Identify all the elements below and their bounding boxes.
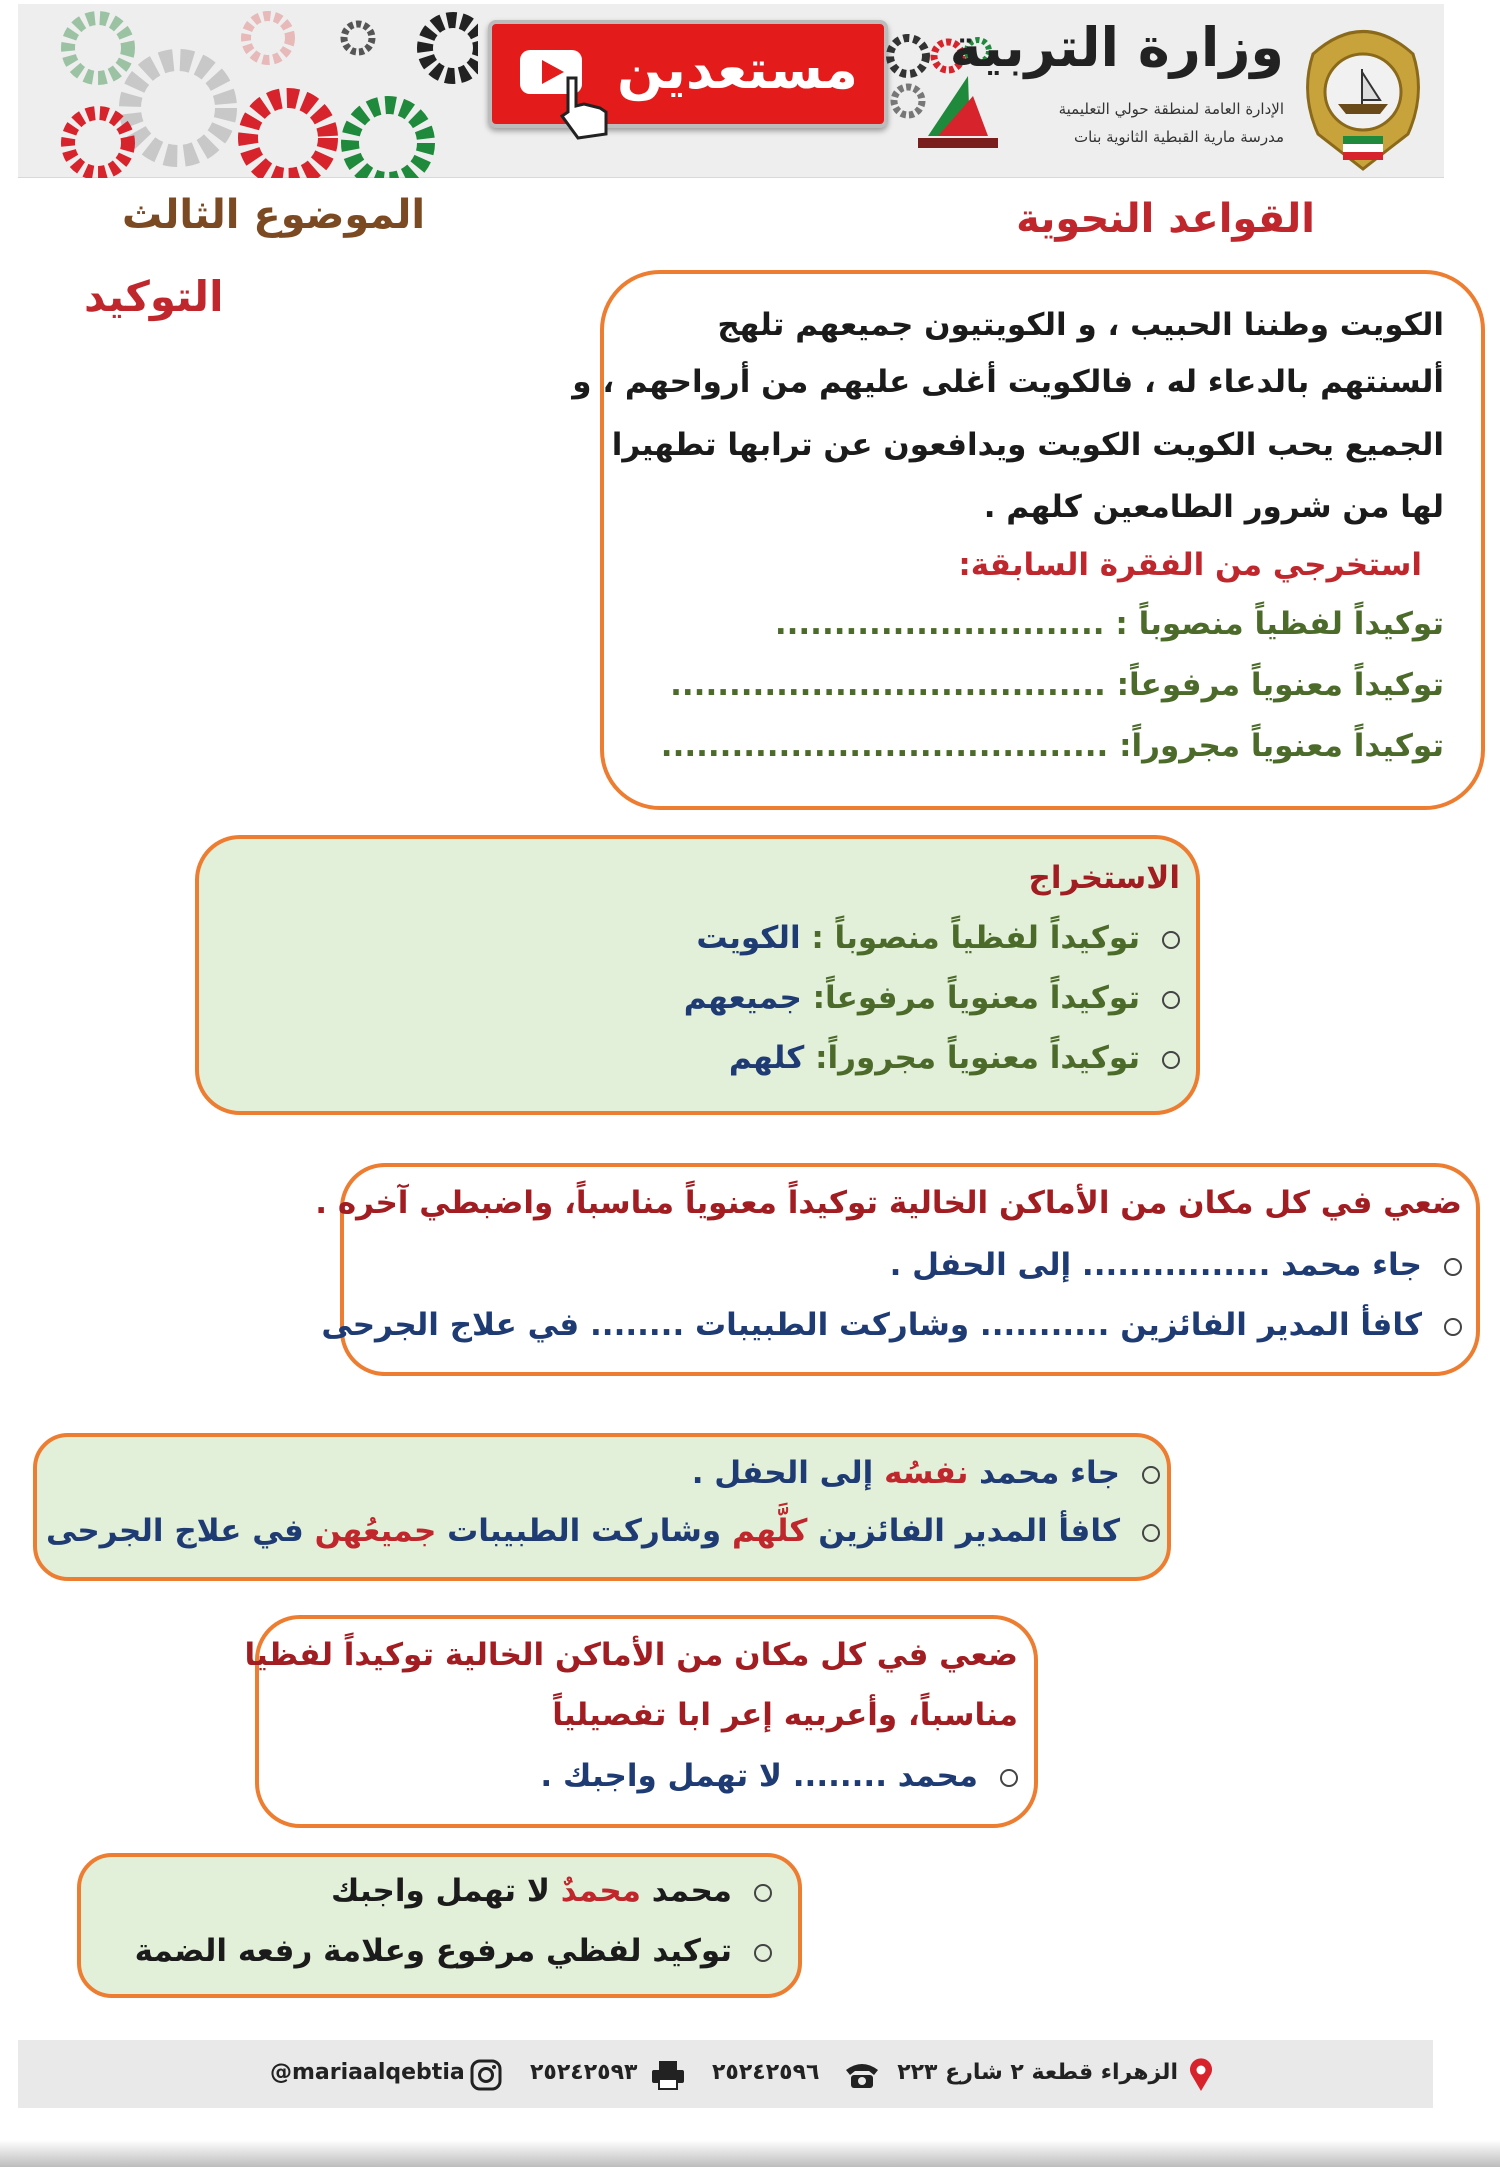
passage-line: ألسنتهم بالدعاء له ، فالكويت أغلى عليهم من أرواحهم ، و — [572, 364, 1444, 400]
page-bottom-edge — [0, 2140, 1500, 2167]
answer2-line: توكيد لفظي مرفوع وعلامة رفعه الضمة — [135, 1933, 772, 1969]
exercise1-instruction: ضعي في كل مكان من الأماكن الخالية توكيداً معنوياً مناسباً، واضبطي آخره . — [315, 1185, 1462, 1221]
exercise2-instruction: ضعي في كل مكان من الأماكن الخالية توكيداً لفظيا — [244, 1637, 1018, 1673]
header-banner — [18, 4, 1444, 178]
extraction-item: توكيداً معنوياً مجروراً: كلهم — [729, 1040, 1180, 1076]
answer1-line: كافأ المدير الفائزين كلَّهم وشاركت الطبيبات جميعُهن في علاج الجرحى — [46, 1513, 1160, 1549]
passage-line: الجميع يحب الكويت الكويت ويدافعون عن ترابها تطهيرا — [611, 427, 1444, 463]
extraction-item: توكيداً معنوياً مرفوعاً: جميعهم — [684, 980, 1180, 1016]
bullet-icon — [1142, 1524, 1160, 1542]
bullet-icon — [1000, 1769, 1018, 1787]
instagram-icon[interactable] — [470, 2059, 502, 2091]
location-pin-icon — [1188, 2058, 1214, 2092]
topic-number: الموضوع الثالث — [122, 192, 426, 238]
answer2-line: محمد محمدٌ لا تهمل واجبك — [331, 1873, 772, 1909]
ready-button-label: مستعدين — [617, 38, 858, 101]
fax-icon — [650, 2060, 686, 2090]
pointer-hand-icon — [548, 68, 628, 148]
bullet-icon — [754, 1884, 772, 1902]
answer1-line: جاء محمد نفسُه إلى الحفل . — [692, 1455, 1160, 1491]
bullet-icon — [754, 1944, 772, 1962]
passage-line: الكويت وطننا الحبيب ، و الكويتيون جميعهم تلهج — [717, 307, 1444, 343]
footer-phone: ٢٥٢٤٢٥٩٦ — [712, 2060, 820, 2085]
bullet-icon — [1162, 931, 1180, 949]
footer-fax: ٢٥٢٤٢٥٩٣ — [530, 2060, 638, 2085]
phone-icon — [843, 2060, 881, 2090]
passage-line: لها من شرور الطامعين كلهم . — [983, 489, 1444, 525]
footer-instagram[interactable]: @mariaalqebtia — [270, 2060, 465, 2085]
bullet-icon — [1142, 1466, 1160, 1484]
extraction-heading: الاستخراج — [1028, 860, 1180, 896]
passage-instruction: استخرجي من الفقرة السابقة: — [958, 547, 1422, 583]
bullet-icon — [1162, 1051, 1180, 1069]
bullet-icon — [1444, 1258, 1462, 1276]
passage-item: توكيداً معنوياً مجروراً: ...................................... — [660, 728, 1444, 764]
ministry-name: وزارة التربية — [949, 16, 1284, 79]
topic-title: التوكيد — [84, 272, 224, 321]
kuwait-emblem-icon — [1298, 14, 1428, 174]
school-name: مدرسة مارية القبطية الثانوية بنات — [1074, 128, 1284, 146]
exercise2-item: محمد ........ لا تهمل واجبك . — [540, 1758, 1018, 1794]
gears-decoration-icon — [58, 8, 478, 178]
bullet-icon — [1444, 1318, 1462, 1336]
grammar-title: القواعد النحوية — [1016, 196, 1315, 242]
exercise1-item: كافأ المدير الفائزين ........... وشاركت الطبيبات ........ في علاج الجرحى — [321, 1307, 1462, 1343]
exercise2-instruction: مناسباً، وأعربيه إعر ابا تفصيلياً — [552, 1697, 1018, 1733]
directorate-name: الإدارة العامة لمنطقة حولي التعليمية — [1058, 100, 1284, 118]
exercise1-item: جاء محمد ................ إلى الحفل . — [890, 1247, 1462, 1283]
passage-item: توكيداً معنوياً مرفوعاً: ..................................... — [670, 667, 1444, 703]
bullet-icon — [1162, 991, 1180, 1009]
ready-button[interactable] — [488, 20, 888, 128]
extraction-item: توكيداً لفظياً منصوباً : الكويت — [696, 920, 1180, 956]
footer-address: الزهراء قطعة ٢ شارع ٢٢٣ — [897, 2060, 1178, 2085]
passage-item: توكيداً لفظياً منصوباً : ............................ — [774, 606, 1444, 642]
